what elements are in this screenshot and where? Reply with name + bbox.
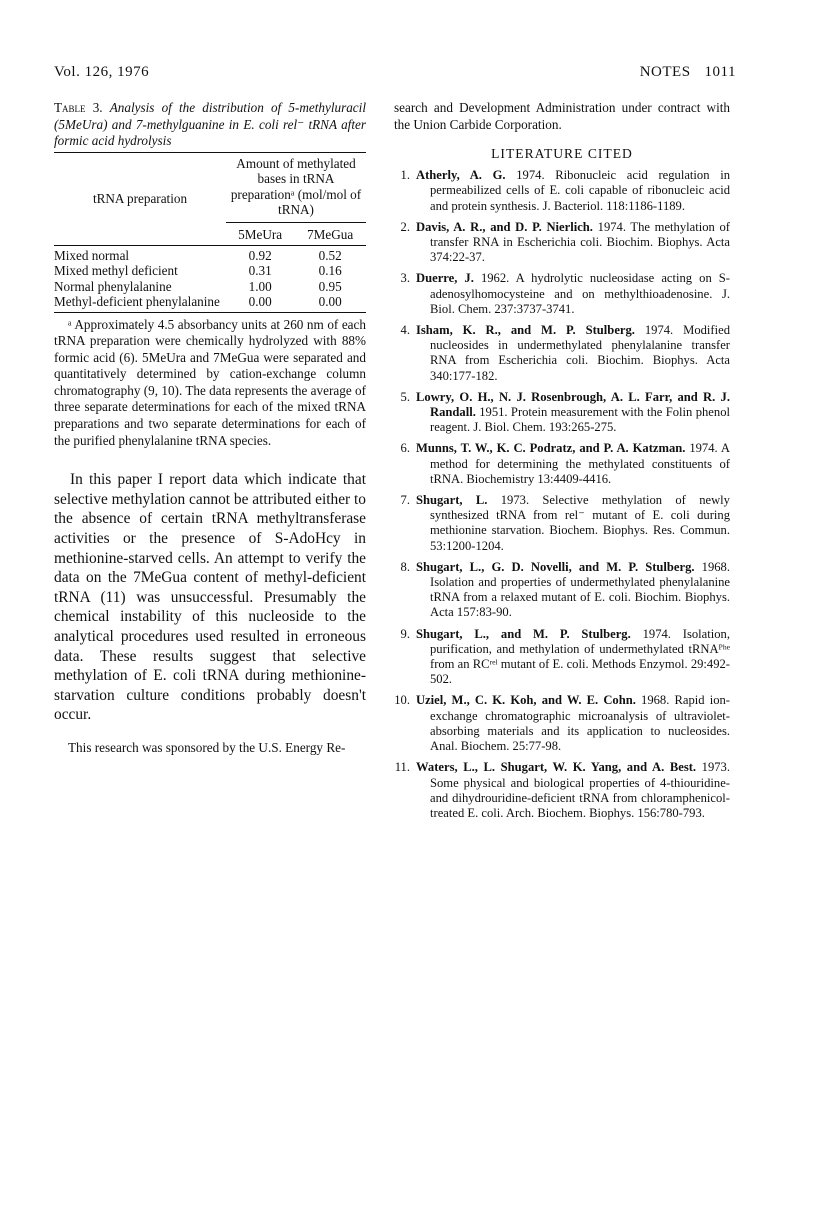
ref-authors: Shugart, L., and M. P. Stulberg. <box>416 626 631 641</box>
literature-cited-heading: LITERATURE CITED <box>491 146 633 162</box>
ref-text: 1974. A method for determining the methylated constituents of tRNA. Biochemistry 13:4409-4416. <box>430 441 730 486</box>
ref-number: 7. <box>400 493 410 508</box>
row-label: Normal phenylalanine <box>54 278 172 294</box>
ref-authors: Duerre, J. <box>416 271 474 286</box>
table-row <box>54 263 366 279</box>
ref-number: 5. <box>400 389 410 404</box>
reference-item <box>394 441 730 487</box>
ref-number: 4. <box>400 323 410 338</box>
col-header-preparation: tRNA preparation <box>54 152 226 245</box>
ref-number: 2. <box>400 219 410 234</box>
acknowledgment-start: This research was sponsored by the U.S. Energy Re- <box>68 740 346 756</box>
value-7megua: 0.52 <box>318 247 342 263</box>
running-header-volume: Vol. 126, 1976 <box>54 64 150 80</box>
ref-authors: Davis, A. R., and D. P. Nierlich. <box>416 219 593 234</box>
col-header-amount: Amount of methylated bases in tRNA preparationᵃ (mol/mol of tRNA) <box>226 152 366 222</box>
ref-text: 1974. Isolation, purification, and methylation of undermethylated tRNAᴾʰᵉ from an RCʳᵉˡ mutant of E. coli. Methods Enzymol. 29:492-502. <box>430 626 730 687</box>
value-7megua: 0.16 <box>318 263 342 278</box>
row-label: Methyl-deficient phenylalanine <box>54 294 220 309</box>
ref-text: 1962. A hydrolytic nucleosidase acting on S-adenosylhomocysteine and on methylthioadenosine. J. Biol. Chem. 237:3737-3741. <box>430 271 730 316</box>
ref-number: 9. <box>400 626 410 641</box>
table-row <box>54 279 366 295</box>
reference-item <box>394 390 730 436</box>
left-column <box>54 100 366 770</box>
reference-item <box>394 693 730 754</box>
ref-authors: Lowry, O. H., N. J. Rosenbrough, A. L. Farr, and R. J. Randall. <box>416 389 730 420</box>
reference-item <box>394 493 730 554</box>
value-7megua: 0.95 <box>318 278 342 294</box>
ref-authors: Shugart, L., G. D. Novelli, and M. P. Stulberg. <box>416 559 695 574</box>
ref-authors: Isham, K. R., and M. P. Stulberg. <box>416 323 635 338</box>
body-paragraph: In this paper I report data which indicate that selective methylation cannot be attributed either to the absence of certain tRNA methyltransferase activities or the presence of S-AdoHcy in methionine-starved cells. An attempt to verify the data on the 7MeGua content of methyl-deficient tRNA (11) was unsuccessful. Presumably the chemical instability of this nucleoside to the analytical procedures used resulted in erroneous data. These results suggest that selective methylation of E. coli tRNA during methionine-starvation culture conditions probably doesn't occur. <box>54 471 366 724</box>
ref-text: 1968. Isolation and properties of undermethylated phenylalanine tRNA from a relaxed mutant of E. coli. Biochim. Biophys. Acta 157:83-90. <box>430 559 731 620</box>
reference-item <box>394 760 730 821</box>
reference-item <box>394 220 730 266</box>
ref-number: 6. <box>400 441 410 456</box>
ref-authors: Shugart, L. <box>416 493 488 508</box>
ref-text: 1951. Protein measurement with the Folin phenol reagent. J. Biol. Chem. 193:265-275. <box>430 405 730 435</box>
table-row <box>54 294 366 312</box>
data-table <box>54 152 366 313</box>
ref-number: 10. <box>394 693 410 708</box>
ref-text: 1974. Ribonucleic acid regulation in permeabilized cells of E. coli capable of ribonucleic acid and protein synthesis. J. Bacteriol. 118:1186-1189. <box>430 168 730 213</box>
section-name: NOTES <box>639 64 691 80</box>
reference-item <box>394 627 730 688</box>
table-label: Table 3. <box>54 100 103 115</box>
ref-authors: Atherly, A. G. <box>416 168 506 183</box>
ref-authors: Munns, T. W., K. C. Podratz, and P. A. Katzman. <box>416 441 686 456</box>
value-5meura: 0.00 <box>248 294 272 309</box>
ref-number: 11. <box>394 760 410 775</box>
row-label: Mixed methyl deficient <box>54 263 178 278</box>
ref-text: 1973. Some physical and biological properties of 4-thiouridine- and dihydrouridine-deficient tRNA from chloramphenicol-treated E. coli. Arch. Biochem. Biophys. 156:780-793. <box>430 760 731 820</box>
running-header-right <box>640 64 736 81</box>
reference-item <box>394 323 730 384</box>
value-5meura: 0.92 <box>248 247 272 263</box>
page-number: 1011 <box>704 64 736 80</box>
reference-item <box>394 168 730 214</box>
table-caption-text: Analysis of the distribution of 5-methyluracil (5MeUra) and 7-methylguanine in E. coli rel⁻ tRNA after formic acid hydrolysis <box>54 100 366 148</box>
col-header-5meura: 5MeUra <box>226 222 294 245</box>
right-column <box>394 100 730 827</box>
reference-list <box>394 168 730 821</box>
value-7megua: 0.00 <box>318 294 342 309</box>
ref-text: 1974. Modified nucleosides in undermethylated phenylalanine transfer RNA from Escherichia coli. Biochim. Biophys. Acta 340:177-182. <box>430 323 730 383</box>
table-row <box>54 245 366 263</box>
ref-text: 1974. The methylation of transfer RNA in Escherichia coli. Biochim. Biophys. Acta 374:22-37. <box>430 219 730 265</box>
acknowledgment-continued: search and Development Administration under contract with the Union Carbide Corporation. <box>394 100 730 132</box>
value-5meura: 0.31 <box>248 263 272 278</box>
ref-authors: Uziel, M., C. K. Koh, and W. E. Cohn. <box>416 693 636 708</box>
value-5meura: 1.00 <box>248 278 272 294</box>
table-caption <box>54 100 366 150</box>
table-footnote: ᵃ Approximately 4.5 absorbancy units at 260 nm of each tRNA preparation were chemically hydrolyzed with 88% formic acid (6). 5MeUra and 7MeGua were separated and quantitatively determined by cation-exchange column chromatography (9, 10). The data represents the average of three separate determinations for each of the mixed tRNA preparations and two separate determinations for each of the purified phenylalanine tRNA species. <box>54 316 366 448</box>
ref-number: 8. <box>400 559 410 574</box>
ref-authors: Waters, L., L. Shugart, W. K. Yang, and A. Best. <box>416 760 697 775</box>
reference-item <box>394 271 730 317</box>
ref-text: 1973. Selective methylation of newly synthesized tRNA from rel⁻ mutant of E. coli during methionine starvation. Biochem. Biophys. Res. Commun. 53:1200-1204. <box>430 493 730 553</box>
col-header-7megua: 7MeGua <box>294 222 366 245</box>
reference-item <box>394 560 730 621</box>
ref-number: 3. <box>400 271 410 286</box>
row-label: Mixed normal <box>54 247 130 263</box>
ref-number: 1. <box>400 168 410 183</box>
ref-text: 1968. Rapid ion-exchange chromatographic microanalysis of ultraviolet-absorbing materials and its application to nucleosides. Anal. Biochem. 25:77-98. <box>430 693 731 754</box>
